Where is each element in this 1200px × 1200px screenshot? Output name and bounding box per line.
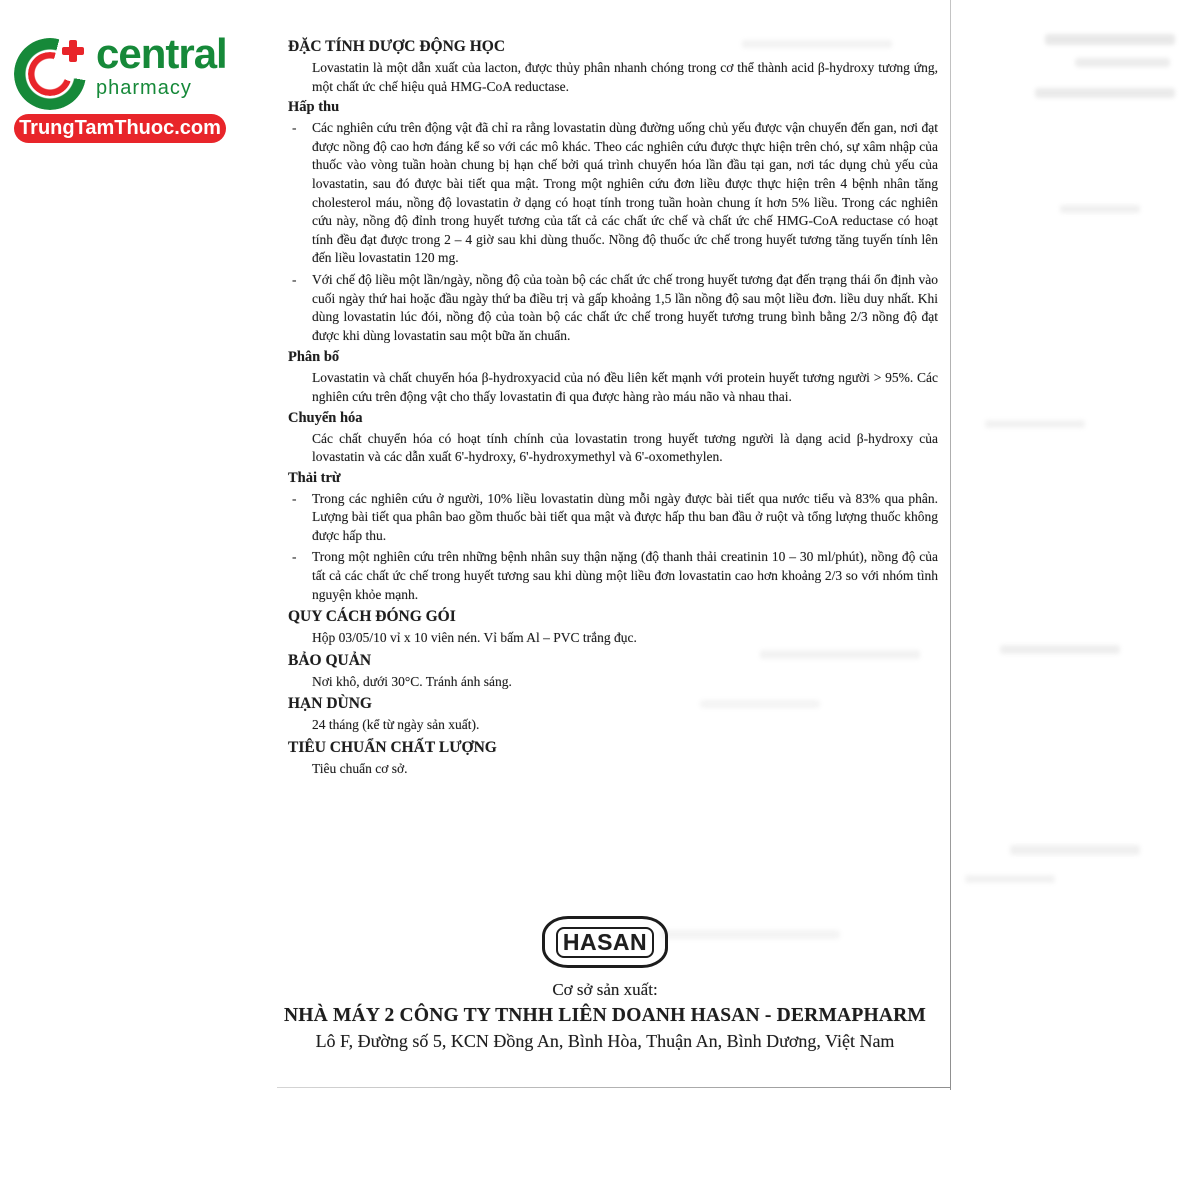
section-heading-elimination: Thải trừ [288,469,341,486]
paragraph-packaging: Hộp 03/05/10 vỉ x 10 viên nén. Vỉ bấm Al – PVC trắng đục. [312,630,637,646]
paragraph-metabolism: Các chất chuyển hóa có hoạt tính chính của lovastatin trong huyết tương người là dạng acid β-hydroxy của lovastatin và các dẫn xuất 6'-hydroxy, 6'-hydroxymethyl và 6'-oxomethylen. [312,430,938,465]
page-bottom-edge [277,1087,951,1088]
section-heading-quality-standard: TIÊU CHUẨN CHẤT LƯỢNG [288,739,497,757]
bleed-through-artifact [1000,645,1120,654]
bleed-through-artifact [985,420,1085,428]
section-heading-storage: BẢO QUẢN [288,651,372,669]
absorption-bullet-2 [288,271,938,345]
bleed-through-artifact [1045,34,1175,45]
section-heading-metabolism: Chuyển hóa [288,409,363,426]
logo-brand-text: central [96,30,227,77]
logo-website-banner: TrungTamThuoc.com [14,114,226,143]
paragraph-storage: Nơi khô, dưới 30°C. Tránh ánh sáng. [312,673,512,689]
paragraph-shelf-life: 24 tháng (kể từ ngày sản xuất). [312,717,480,733]
bleed-through-artifact [965,875,1055,883]
central-pharmacy-logo [14,30,264,150]
bleed-through-artifact [1035,88,1175,98]
plus-cross-icon [62,40,84,62]
section-heading-distribution: Phân bố [288,349,340,366]
bullet-text: Trong các nghiên cứu ở người, 10% liều lovastatin dùng mỗi ngày được bài tiết qua nước tiểu và 83% qua phân. Lượng bài tiết qua phân bao gồm thuốc bài tiết qua mật và được hấp thu ban đầu ở ruột và tổng lượng thuốc không được hấp thu. [312,490,938,543]
section-heading-absorption: Hấp thu [288,99,340,116]
producer-label: Cơ sở sản xuất: [552,980,658,999]
manufacturer-name: NHÀ MÁY 2 CÔNG TY TNHH LIÊN DOANH HASAN - DERMAPHARM [284,1005,926,1026]
manufacturer-address: Lô F, Đường số 5, KCN Đồng An, Bình Hòa, Thuận An, Bình Dương, Việt Nam [315,1031,895,1051]
hasan-logo-text: HASAN [556,927,654,958]
bleed-through-artifact [1010,845,1140,855]
bullet-dash: - [292,120,297,136]
section-heading-packaging: QUY CÁCH ĐÓNG GÓI [288,608,456,626]
bullet-dash: - [292,490,297,506]
logo-wordmark [96,32,227,99]
paragraph-lovastatin-intro: Lovastatin là một dẫn xuất của lacton, được thủy phân nhanh chóng trong cơ thể thành acid β-hydroxy tương ứng, một chất ức chế hiệu quả HMG-CoA reductase. [312,60,938,94]
absorption-bullet-1 [288,119,938,268]
section-heading-pharmacokinetics: ĐẶC TÍNH DƯỢC ĐỘNG HỌC [288,38,506,55]
bullet-text: Các nghiên cứu trên động vật đã chỉ ra rằng lovastatin dùng đường uống chủ yếu được vận chuyển đến gan, nơi đạt được nồng độ cao hơn đáng kể so với các mô khác. Theo các nghiên cứu được thực hiện trên chó, sự xâm nhập của thuốc vào vòng tuần hoàn chung bị hạn chế bởi quá trình chuyển hóa lần đầu tại gan, nơi tác dụng chủ yếu của lovastatin, sau đó được bài tiết qua mật. Trong một nghiên cứu đơn liều được thực hiện trên 4 bệnh nhân tăng cholesterol máu, nồng độ lovastatin ở dạng có hoạt tính trong tuần hoàn chung ít hơn 5% liều. Trong các nghiên cứu này, nồng độ đỉnh trong huyết tương của tất cả các chất ức chế và chất ức chế HMG-CoA reductase có hoạt tính đều đạt được trong 2 – 4 giờ sau khi dùng thuốc. Nồng độ thuốc ức chế trong huyết tương tăng tuyến tính lên đến liều lovastatin 120 mg. [312,120,938,266]
bullet-dash: - [292,271,297,287]
section-heading-shelf-life: HẠN DÙNG [288,695,372,713]
bleed-through-artifact [1075,58,1170,67]
leaflet-text-column [288,34,938,781]
bullet-dash: - [292,549,297,565]
paragraph-quality-standard: Tiêu chuẩn cơ sở. [312,761,408,777]
elimination-bullet-2 [288,548,938,604]
paragraph-distribution: Lovastatin và chất chuyển hóa β-hydroxyacid của nó đều liên kết mạnh với protein huyết tương người > 95%. Các nghiên cứu trên động vật cho thấy lovastatin đi qua được hàng rào máu não và nhau thai. [312,370,938,404]
bleed-through-artifact [1060,205,1140,213]
bullet-text: Với chế độ liều một lần/ngày, nồng độ của toàn bộ các chất ức chế trong huyết tương đạt đến trạng thái ổn định vào cuối ngày thứ hai hoặc đầu ngày thứ ba điều trị và gấp khoảng 1,5 lần nồng độ sau một liều đơn. liều duy nhất. Khi dùng lovastatin lúc đói, nồng độ của toàn bộ các chất ức chế trong huyết tương trung bình bằng 2/3 nồng độ đạt được khi dùng lovastatin sau một bữa ăn chuẩn. [312,271,938,343]
hasan-logo [542,916,668,968]
bullet-text: Trong một nghiên cứu trên những bệnh nhân suy thận nặng (độ thanh thải creatinin 10 – 30 ml/phút), nồng độ của tất cả các chất ức chế trong huyết tương sau khi dùng một liều đơn lovastatin cao hơn khoảng 2/3 so với nhóm tình nguyện khỏe mạnh. [312,549,938,602]
manufacturer-footer [255,916,955,1052]
logo-subbrand-text: pharmacy [96,77,192,99]
elimination-bullet-1 [288,490,938,546]
pharmacy-logo-icon [14,38,86,110]
